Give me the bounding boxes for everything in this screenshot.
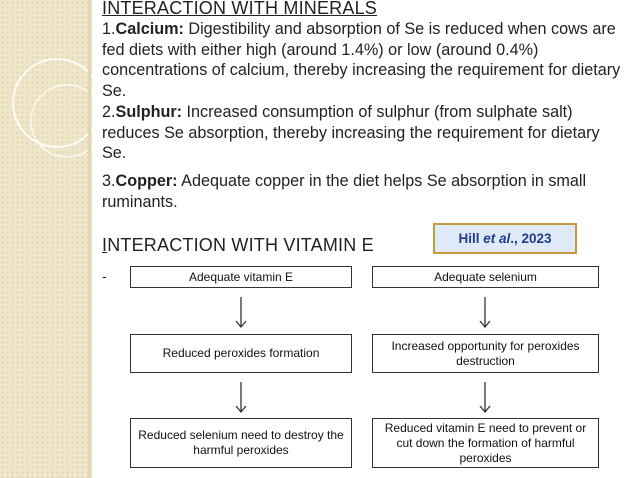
item-text: Adequate copper in the diet helps Se absorption in small ruminants. <box>102 172 587 211</box>
item-number: 1. <box>102 20 116 38</box>
down-arrow-icon <box>479 297 491 329</box>
heading-initial: I <box>102 235 108 255</box>
flow-box-selenium: Adequate selenium <box>372 266 599 288</box>
calcium-paragraph <box>102 19 624 101</box>
side-divider <box>88 0 91 478</box>
item-term: Sulphur: <box>115 103 183 121</box>
dash-bullet: - <box>102 268 107 284</box>
item-number: 2. <box>102 103 116 121</box>
decorative-ring <box>30 84 104 158</box>
sulphur-paragraph <box>102 102 624 164</box>
item-text: Increased consumption of sulphur (from sulphate salt) reduces Se absorption, thereby increasing the requirement for dietary Se. <box>102 103 600 163</box>
citation-year: ., 2023 <box>510 231 552 246</box>
item-term: Copper: <box>115 172 178 190</box>
heading-rest: NTERACTION WITH VITAMIN E <box>107 235 374 255</box>
vitamin-e-heading <box>102 235 374 256</box>
down-arrow-icon <box>235 382 247 414</box>
copper-paragraph <box>102 171 624 212</box>
citation-author: Hill <box>458 231 484 246</box>
item-number: 3. <box>102 172 116 190</box>
flow-box-vitamin-e: Adequate vitamin E <box>130 266 352 288</box>
flow-box-reduced-vitamin-e-need: Reduced vitamin E need to prevent or cut down the formation of harmful peroxides <box>372 418 599 468</box>
minerals-heading: INTERACTION WITH MINERALS <box>102 0 378 18</box>
flow-box-reduced-peroxides: Reduced peroxides formation <box>130 334 352 373</box>
citation-badge <box>433 223 577 254</box>
item-term: Calcium: <box>115 20 184 38</box>
down-arrow-icon <box>479 382 491 414</box>
slide-content <box>102 0 638 478</box>
flow-box-reduced-selenium-need: Reduced selenium need to destroy the harmful peroxides <box>130 418 352 468</box>
down-arrow-icon <box>235 297 247 329</box>
item-text: Digestibility and absorption of Se is reduced when cows are fed diets with either high (around 1.4%) or low (around 0.4%) concentrations of calcium, thereby increasing the requirement for dietary Se. <box>102 20 621 100</box>
citation-etal: et al <box>483 231 511 246</box>
decorative-side-panel <box>0 0 92 478</box>
flow-box-peroxides-destruction: Increased opportunity for peroxides destruction <box>372 334 599 373</box>
